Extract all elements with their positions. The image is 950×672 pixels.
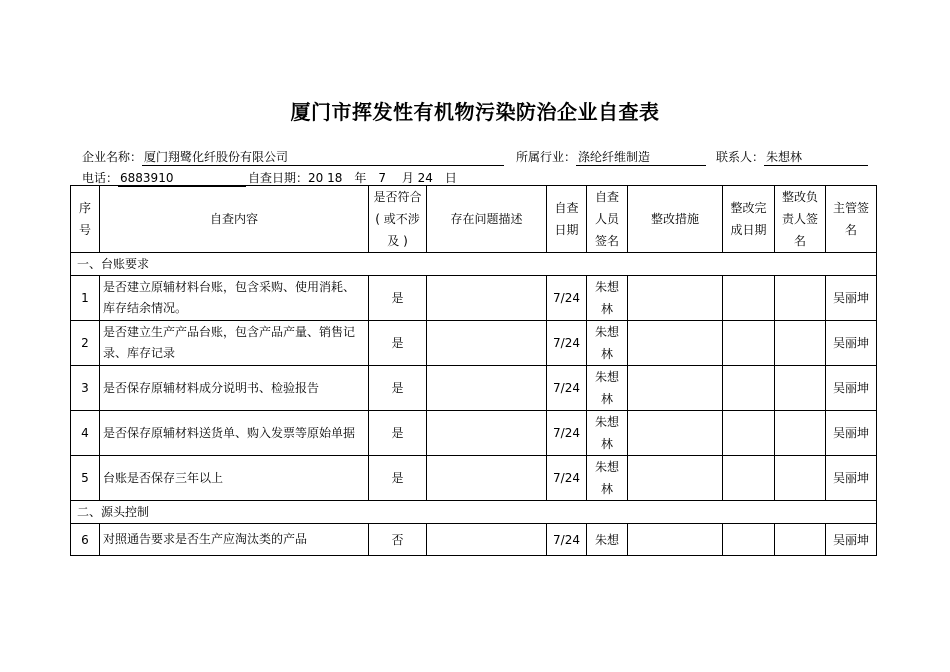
cell-content: 是否建立原辅材料台账，包含采购、使用消耗、库存结余情况。 (100, 276, 369, 321)
industry-label: 所属行业： (516, 150, 577, 164)
industry-line (516, 148, 706, 166)
header-comply: 是否符合( 或不涉及 ) (369, 186, 427, 253)
cell-seq: 4 (71, 411, 100, 456)
header-responsible: 整改负责人签名 (775, 186, 826, 253)
cell-supervisor: 吴丽坤 (826, 366, 877, 411)
cell-problem (427, 411, 547, 456)
cell-measure (628, 366, 723, 411)
header-inspector: 自查人员签名 (587, 186, 628, 253)
header-problem: 存在问题描述 (427, 186, 547, 253)
phone-value: 6883910 (118, 171, 246, 187)
cell-inspector: 朱想林 (587, 321, 628, 366)
cell-done-date (723, 524, 775, 556)
cell-measure (628, 524, 723, 556)
cell-done-date (723, 321, 775, 366)
cell-date: 7/24 (547, 366, 587, 411)
company-line (82, 148, 504, 166)
cell-inspector: 朱想 (587, 524, 628, 556)
cell-responsible (775, 276, 826, 321)
cell-seq: 5 (71, 456, 100, 501)
cell-comply: 是 (369, 456, 427, 501)
cell-measure (628, 276, 723, 321)
cell-date: 7/24 (547, 456, 587, 501)
cell-problem (427, 524, 547, 556)
cell-supervisor: 吴丽坤 (826, 276, 877, 321)
header-row (71, 186, 877, 253)
cell-problem (427, 366, 547, 411)
cell-supervisor: 吴丽坤 (826, 411, 877, 456)
cell-seq: 2 (71, 321, 100, 366)
table-row (71, 366, 877, 411)
page-title: 厦门市挥发性有机物污染防治企业自查表 (290, 100, 660, 124)
cell-content: 台账是否保存三年以上 (100, 456, 369, 501)
table-row (71, 456, 877, 501)
header-supervisor: 主管签名 (826, 186, 877, 253)
contact-value: 朱想林 (764, 150, 868, 166)
cell-inspector: 朱想林 (587, 366, 628, 411)
header-seq: 序号 (71, 186, 100, 253)
cell-comply: 是 (369, 321, 427, 366)
cell-supervisor: 吴丽坤 (826, 456, 877, 501)
table-row (71, 276, 877, 321)
self-check-table (70, 185, 877, 556)
cell-content: 对照通告要求是否生产应淘汰类的产品 (100, 524, 369, 556)
cell-responsible (775, 321, 826, 366)
cell-seq: 6 (71, 524, 100, 556)
cell-supervisor: 吴丽坤 (826, 321, 877, 366)
contact-label: 联系人： (716, 150, 765, 164)
cell-seq: 3 (71, 366, 100, 411)
cell-comply: 是 (369, 276, 427, 321)
table-row (71, 321, 877, 366)
cell-done-date (723, 276, 775, 321)
cell-problem (427, 456, 547, 501)
cell-inspector: 朱想林 (587, 276, 628, 321)
section-row (71, 253, 877, 276)
cell-responsible (775, 411, 826, 456)
cell-comply: 是 (369, 411, 427, 456)
cell-content: 是否建立生产产品台账，包含产品产量、销售记录、库存记录 (100, 321, 369, 366)
cell-inspector: 朱想林 (587, 411, 628, 456)
date-label: 自查日期：20 18 年 7 月 24 日 (248, 171, 457, 185)
cell-done-date (723, 411, 775, 456)
cell-seq: 1 (71, 276, 100, 321)
cell-responsible (775, 524, 826, 556)
header-done-date: 整改完成日期 (723, 186, 775, 253)
cell-content: 是否保存原辅材料成分说明书、检验报告 (100, 366, 369, 411)
company-label: 企业名称： (82, 150, 143, 164)
cell-date: 7/24 (547, 411, 587, 456)
table-row (71, 411, 877, 456)
section-title: 二、源头控制 (71, 501, 877, 524)
cell-problem (427, 321, 547, 366)
header-date: 自查日期 (547, 186, 587, 253)
cell-responsible (775, 366, 826, 411)
cell-content: 是否保存原辅材料送货单、购入发票等原始单据 (100, 411, 369, 456)
header-content: 自查内容 (100, 186, 369, 253)
company-value: 厦门翔鹭化纤股份有限公司 (142, 150, 504, 166)
cell-inspector: 朱想林 (587, 456, 628, 501)
cell-supervisor: 吴丽坤 (826, 524, 877, 556)
header-measure: 整改措施 (628, 186, 723, 253)
cell-done-date (723, 366, 775, 411)
cell-comply: 是 (369, 366, 427, 411)
cell-done-date (723, 456, 775, 501)
section-title: 一、台账要求 (71, 253, 877, 276)
section-row (71, 501, 877, 524)
cell-responsible (775, 456, 826, 501)
cell-date: 7/24 (547, 524, 587, 556)
contact-line (716, 148, 868, 166)
cell-comply: 否 (369, 524, 427, 556)
industry-value: 涤纶纤维制造 (576, 150, 706, 166)
cell-measure (628, 456, 723, 501)
cell-date: 7/24 (547, 321, 587, 366)
cell-measure (628, 411, 723, 456)
table-row (71, 524, 877, 556)
phone-label: 电话： (82, 171, 119, 185)
cell-measure (628, 321, 723, 366)
cell-problem (427, 276, 547, 321)
cell-date: 7/24 (547, 276, 587, 321)
